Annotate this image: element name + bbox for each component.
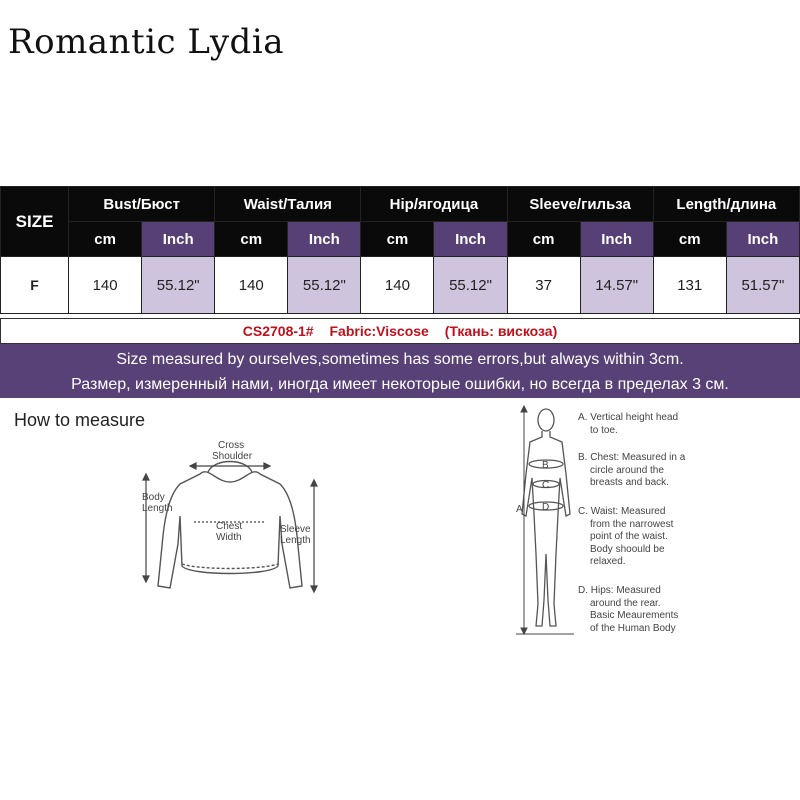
legend-a-line-2: to toe. [590,424,618,436]
brand-logo: Romantic Lydia [8,22,284,62]
fabric-line [0,318,800,344]
unit-inch: Inch [142,222,215,257]
sleeve-length-label-1: Sleeve [280,524,311,535]
body-diagram [508,404,578,640]
legend-a-line-1: A. Vertical height head [578,412,679,423]
legend-d-line-3: Basic Meaurements [590,610,679,621]
legend-b-line-2: circle around the [590,464,664,476]
size-value: F [1,257,69,314]
sleeve-inch-value: 14.57" [580,257,653,314]
unit-inch: Inch [288,222,361,257]
unit-inch: Inch [726,222,799,257]
size-header: SIZE [1,187,69,257]
waist-header: Waist/Талия [215,187,361,222]
table-unit-row [1,222,800,257]
bust-cm-value: 140 [69,257,142,314]
measurement-note [0,344,800,398]
unit-cm: cm [507,222,580,257]
legend-c-line-5: relaxed. [590,556,626,567]
legend-c-line-4: Body shoould be [590,543,665,555]
unit-cm: cm [653,222,726,257]
hip-cm-value: 140 [361,257,434,314]
chest-width-label-2: Width [216,532,242,543]
body-length-label-1: Body [142,492,165,503]
legend-b [578,452,778,490]
sleeve-header: Sleeve/гильза [507,187,653,222]
legend-c-line-1: C. Waist: Measured [578,506,666,517]
legend-b-line-1: B. Chest: Measured in a [578,452,686,463]
legend-d-line-2: around the rear. [590,597,661,609]
marker-d: D [542,502,550,513]
unit-cm: cm [215,222,288,257]
hip-inch-value: 55.12" [434,257,507,314]
note-english: Size measured by ourselves,sometimes has some errors,but always within 3cm. [116,351,684,368]
legend-a [578,412,778,437]
legend-b-line-3: breasts and back. [590,477,669,488]
size-table [0,186,800,314]
how-to-measure-title: How to measure [14,410,146,430]
marker-a: A [516,504,523,515]
fabric-text: Fabric:Viscose [329,323,429,339]
length-inch-value: 51.57" [726,257,799,314]
legend-d [578,585,778,635]
table-header-row [1,187,800,222]
unit-inch: Inch [580,222,653,257]
table-row [1,257,800,314]
unit-inch: Inch [434,222,507,257]
bust-header: Bust/Бюст [69,187,215,222]
waist-inch-value: 55.12" [288,257,361,314]
note-russian: Размер, измеренный нами, иногда имеет некоторые ошибки, но всегда в пределах 3 см. [71,376,729,393]
product-code: CS2708-1# [242,323,314,339]
unit-cm: cm [69,222,142,257]
waist-cm-value: 140 [215,257,288,314]
marker-c: C [542,480,550,491]
legend-c-line-3: point of the waist. [590,531,668,542]
legend-c [578,506,778,569]
sweater-diagram [130,436,330,606]
bust-inch-value: 55.12" [142,257,215,314]
sleeve-cm-value: 37 [507,257,580,314]
sleeve-length-label-2: Length [280,535,311,546]
marker-b: B [542,460,549,471]
legend-c-line-2: from the narrowest [590,518,674,530]
legend-d-line-1: D. Hips: Measured [578,585,661,596]
hip-header: Hip/ягодица [361,187,507,222]
chest-width-label-1: Chest [216,521,243,532]
length-header: Length/длина [653,187,799,222]
legend-d-line-4: of the Human Body [590,622,676,634]
fabric-text-ru: (Ткань: вискоза) [444,323,558,339]
unit-cm: cm [361,222,434,257]
cross-shoulder-label-1: Cross [218,440,245,451]
body-length-label-2: Length [142,503,173,514]
length-cm-value: 131 [653,257,726,314]
cross-shoulder-label-2: Shoulder [212,451,253,462]
